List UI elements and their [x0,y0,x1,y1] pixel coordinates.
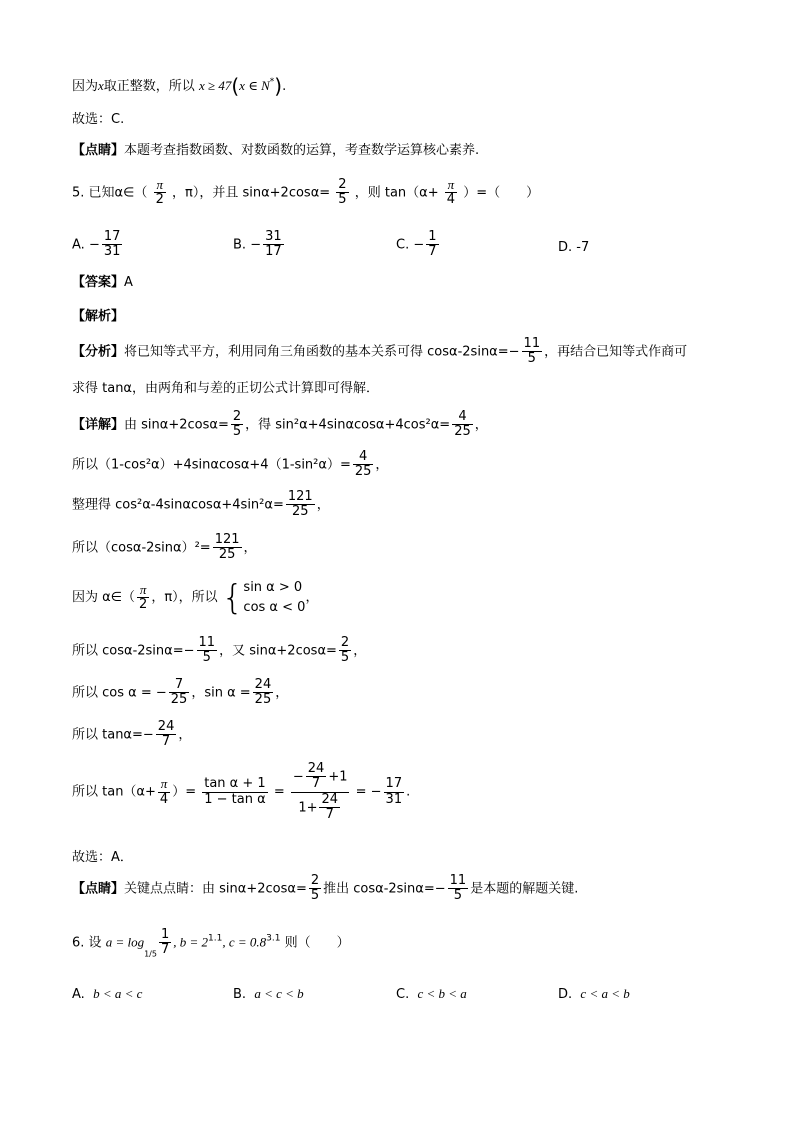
line-conclusion-x: 因为x取正整数，所以 x ≥ 47(x ∈ N*). [72,74,287,98]
remark-line-1: 【点睛】本题考查指数函数、对数函数的运算，考查数学运算核心素养. [72,143,480,158]
step-4: 因为 α∈（ $\frac{\pi}{2}$ ，π），所以 { sin α > 0 cos α < 0 ， [72,577,319,618]
fenxi-line-2: 求得 tanα，由两角和与差的正切公式计算即可得解． [72,381,380,396]
step-5: 所以 cosα-2sinα=− $\frac{11}{5}$ ，又 sinα+2cosα= $\frac{2}{5}$ ， [72,635,367,666]
option-a: A. − $\frac{17}{31}$ [72,229,121,260]
remark-line-2: 【点睛】关键点点睛：由 sinα+2cosα= $\frac{2}{5}$ 推出 cosα-2sinα=− $\frac{11}{5}$ 是本题的解题关键. [72,873,579,904]
fenxi-line-1: 【分析】将已知等式平方，利用同角三角函数的基本关系可得 cosα-2sinα=− $\frac{11}{5}$ ，再结合已知等式作商可 [72,336,688,367]
option-c: C. − $\frac{1}{7}$ [396,229,437,260]
detail-line-1: 【详解】由 sinα+2cosα= $\frac{2}{5}$ ，得 sin²α+4sinαcosα+4cos²α= $\frac{4}{25}$ ， [72,409,488,440]
q6-option-b: B. a < c < b [233,986,304,1002]
step-1: 所以（1-cos²α）+4sinαcosα+4（1-sin²α）= $\frac{4}{25}$ ， [72,449,389,480]
step-2: 整理得 cos²α-4sinαcosα+4sin²α= $\frac{121}{25}$ ， [72,489,330,520]
answer-line: 【答案】A [72,275,133,290]
choice-line-a: 故选：A． [72,850,133,865]
q6-option-c: C. c < b < a [396,986,467,1002]
step-7: 所以 tanα=− $\frac{24}{7}$ ， [72,719,192,750]
step-6: 所以 cos α = − $\frac{7}{25}$ ，sin α = $\frac{24}{25}$ ， [72,677,289,708]
choice-line-c: 故选：C. [72,112,125,127]
q6-option-a: A. b < a < c [72,986,143,1002]
question-6: 6. 设 $a = \log_{1/5}$ $\frac{1}{7}$ , $b = 2^{1.1}$, $c = 0.8^{3.1}$ 则（ ） [72,927,350,959]
question-5: 5. 已知α∈（ $\frac{\pi}{2}$ ，π），并且 sinα+2cosα= $\frac{2}{5}$ ，则 tan（α+ $\frac{\pi}{4}$ ）=（ ） [72,177,540,208]
step-8: 所以 tan（α+ $\frac{\pi}{4}$ ）= $\frac{\text{tan α + 1}}{\text{1 − tan α}}$ = − $\frac{24}{7}$ +1 1+ $\frac{24}{7}$ = − $\frac{17}{31}$ . [72,761,411,822]
brace-icon: { [221,577,244,618]
step-3: 所以（cosα-2sinα）²= $\frac{121}{25}$ ， [72,532,257,563]
option-b: B. − $\frac{31}{17}$ [233,229,282,260]
analysis-heading: 【解析】 [72,309,125,324]
option-d: D. -7 [558,240,590,255]
q6-option-d: D. c < a < b [558,986,630,1002]
